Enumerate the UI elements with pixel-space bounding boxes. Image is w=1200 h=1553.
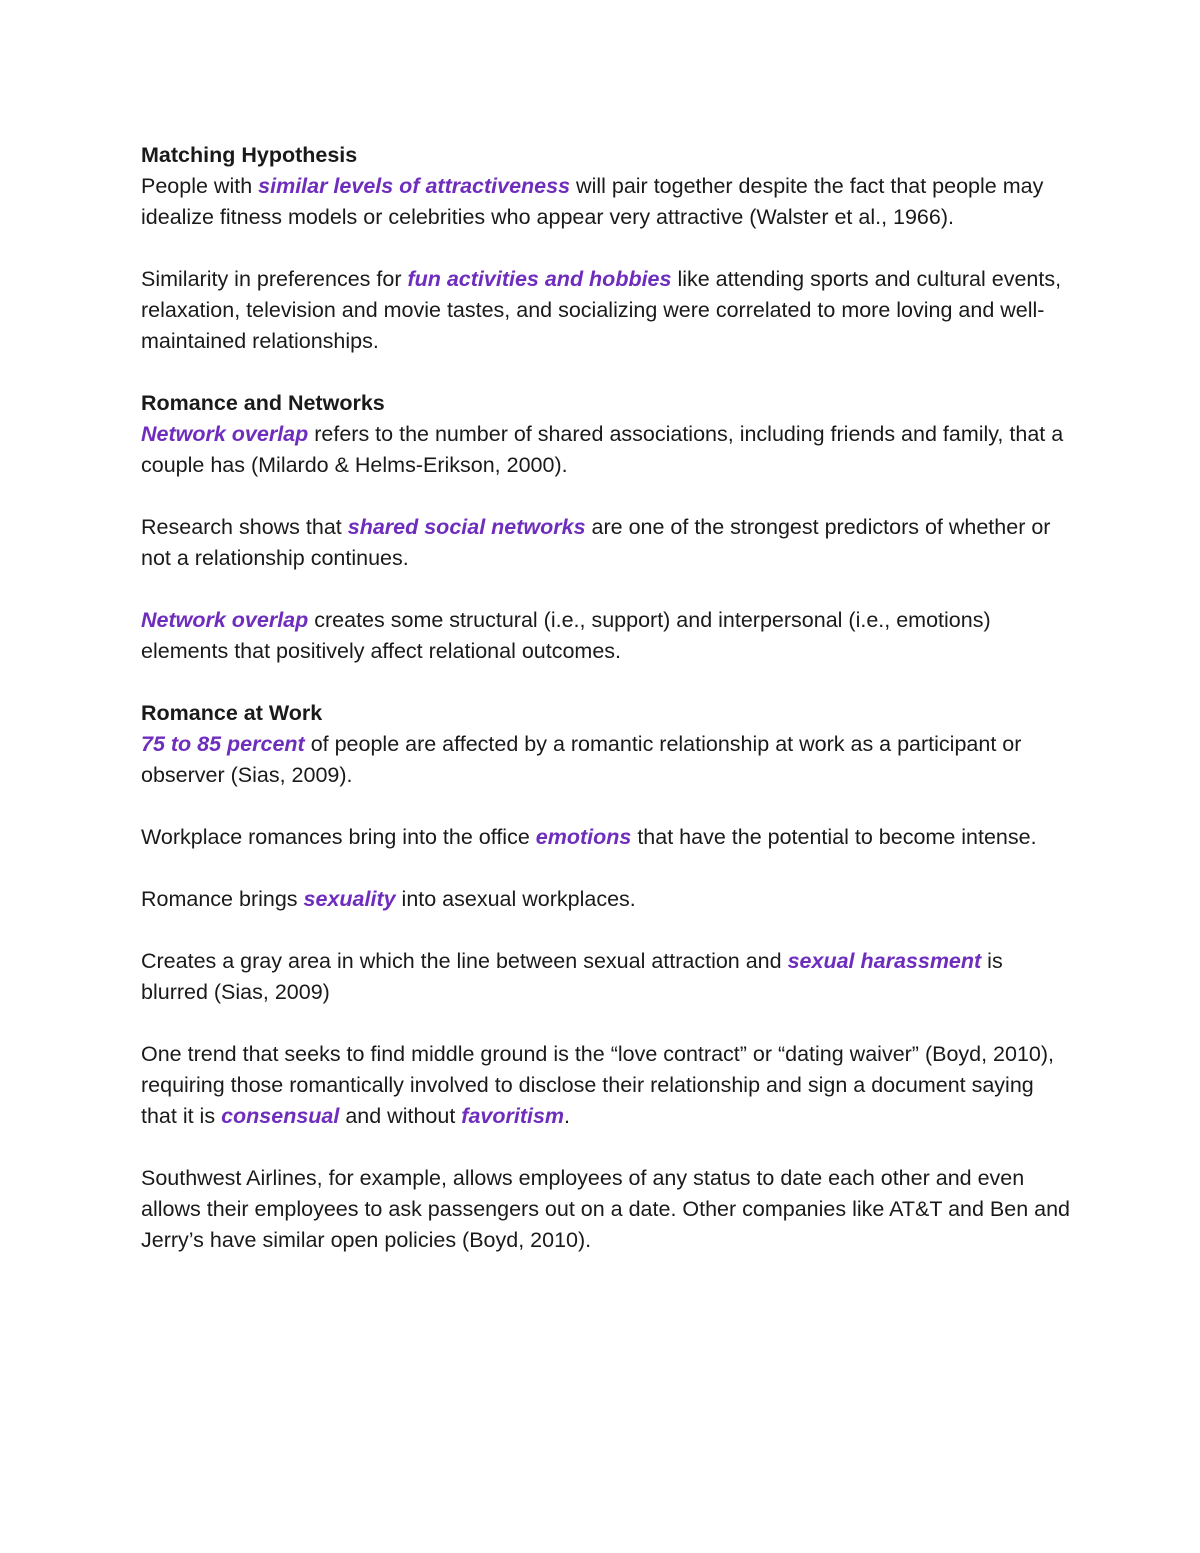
key-term: 75 to 85 percent [141, 732, 305, 756]
paragraph [141, 1163, 1071, 1256]
text-run: Creates a gray area in which the line between sexual attraction and [141, 949, 788, 973]
key-term: emotions [535, 825, 632, 849]
paragraph [141, 822, 1071, 853]
paragraph [141, 512, 1071, 574]
paragraph [141, 1039, 1071, 1132]
key-term: similar levels of attractiveness [258, 174, 571, 198]
key-term: Network overlap [141, 608, 309, 632]
text-run: Southwest Airlines, for example, allows employees of any status to date each other and even allows their employees to ask passengers out on a date. Other companies like AT&T and Ben and Jerry’s have similar open policies (Boyd, 2010). [141, 1166, 1071, 1252]
key-term: sexual harassment [787, 949, 982, 973]
paragraph [141, 729, 1071, 791]
section-heading: Romance at Work [141, 701, 323, 725]
paragraph [141, 264, 1071, 357]
document-page [141, 140, 1071, 1287]
key-term: shared social networks [347, 515, 586, 539]
text-run: refers to the number of shared associations, including friends and family, that a couple has (Milardo & Helms-Erikson, 2000). [141, 422, 1064, 477]
paragraph [141, 946, 1071, 1008]
text-run: Romance brings [141, 887, 304, 911]
key-term: favoritism [461, 1104, 565, 1128]
text-run: . [564, 1104, 571, 1128]
paragraph [141, 419, 1071, 481]
section [141, 140, 1071, 357]
key-term: consensual [221, 1104, 340, 1128]
text-run: Similarity in preferences for [141, 267, 408, 291]
text-run: One trend that seeks to find middle ground is the “love contract” or “dating waiver” (Boyd, 2010), requiring those romantically involved to disclose their relationship and sign a document saying that it is [141, 1042, 1055, 1128]
section-heading: Romance and Networks [141, 391, 385, 415]
key-term: fun activities and hobbies [407, 267, 672, 291]
text-run: Workplace romances bring into the office [141, 825, 536, 849]
text-run: Research shows that [141, 515, 348, 539]
text-run: creates some structural (i.e., support) and interpersonal (i.e., emotions) elements that positively affect relational outcomes. [141, 608, 991, 663]
paragraph [141, 171, 1071, 233]
text-run: will pair together despite the fact that people may idealize fitness models or celebrities who appear very attractive (Walster et al., 1966). [141, 174, 1044, 229]
text-run: is blurred (Sias, 2009) [141, 949, 1003, 1004]
text-run: People with [141, 174, 259, 198]
text-run: are one of the strongest predictors of whether or not a relationship continues. [141, 515, 1051, 570]
text-run: of people are affected by a romantic relationship at work as a participant or observer (Sias, 2009). [141, 732, 1022, 787]
section [141, 388, 1071, 667]
text-run: and without [339, 1104, 462, 1128]
section [141, 698, 1071, 1256]
text-run: into asexual workplaces. [395, 887, 636, 911]
section-heading: Matching Hypothesis [141, 143, 358, 167]
key-term: Network overlap [141, 422, 309, 446]
text-run: like attending sports and cultural events, relaxation, television and movie tastes, and socializing were correlated to more loving and well-maintained relationships. [141, 267, 1062, 353]
paragraph [141, 605, 1071, 667]
paragraph [141, 884, 1071, 915]
text-run: that have the potential to become intense. [631, 825, 1037, 849]
key-term: sexuality [303, 887, 396, 911]
